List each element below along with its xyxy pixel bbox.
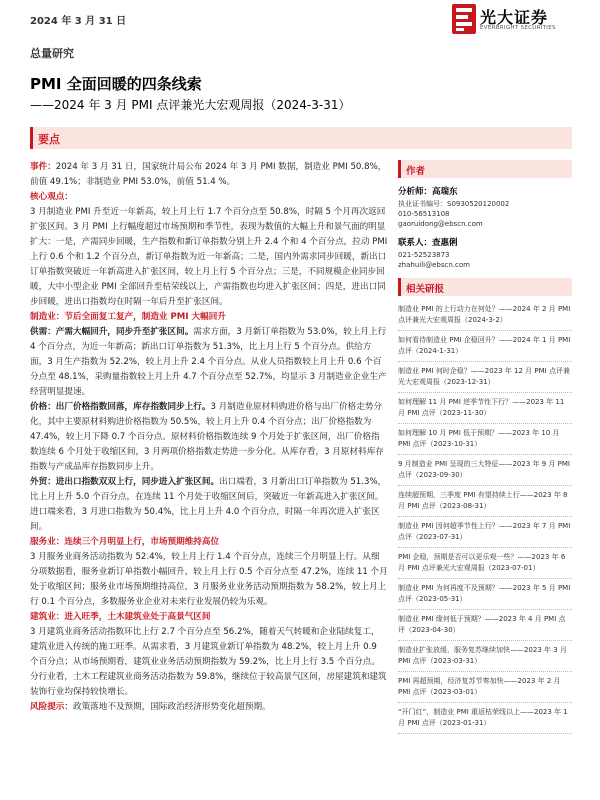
risk-label: 风险提示： — [30, 702, 73, 712]
research-item[interactable]: 制造业 PMI 缘何低于预期？——2023 年 4 月 PMI 点评（2023-04-30） — [398, 610, 572, 641]
mfg-heading: 制造业：节后全面复工复产，制造业 PMI 大幅回升 — [30, 312, 226, 322]
core-paragraph: 3 月制造业 PMI 升至近一年新高，较上月上行 1.7 个百分点至 50.8%，时隔 5 个月再次返回扩张区间。3 月 PMI 上行幅度超过市场预期和季节性，表现为数值的大幅上升和景气面的明显扩大：一是，产需同步回暖，生产指数和新订单指数分别上升 2.4 个和 4 个百分点，拉动 PMI 上行 0.6 个和 1.2 个百分点，新订单指数为近一年新高；二是，国内外需求同步回暖，新出口订单指数突破近一年新高进入扩张区间，较上月上行 5 个百分点；三是，不同规模企业同步回暖，大中小型企业 PMI 全部回升至枯荣线以上，产需指数也均进入扩张区间；四是，进出口同步回暖，进出口指数均在时隔一年后升至扩张区间。 — [30, 207, 388, 307]
report-title: PMI 全面回暖的四条线索 — [30, 75, 202, 93]
contact-email[interactable]: zhahuili@ebscn.com — [398, 261, 470, 269]
research-item[interactable]: “开门红”，制造业 PMI 重返枯荣线以上——2023 年 1 月 PMI 点评（2023-01-31） — [398, 703, 572, 734]
price-label: 价格：出厂价格指数回落，库存指数同步上行。 — [30, 402, 211, 412]
research-item[interactable]: 如何看待制造业 PMI 企稳回升？——2024 年 1 月 PMI 点评（2024-1-31） — [398, 331, 572, 362]
authors-heading: 作者 — [406, 166, 426, 177]
event-label: 事件： — [30, 162, 56, 172]
research-list — [398, 300, 572, 734]
price-text: 3 月制造业原材料购进价格与出厂价格走势分化，其中主要原材料购进价格指数为 50.5%，较上月上升 0.4 个百分点；出厂价格指数为 47.4%，较上月下降 0.7 个百分点。原材料价格指数连续 9 个月处于扩张区间，出厂价格指数连续 6 个月处于收缩区间，3 月两项价格指数走势进一步分化。从库存看，3 月原材料库存指数与产成品库存指数同步上升。 — [30, 402, 384, 472]
supply-label: 供需：产需大幅回升，同步升至扩张区间。 — [30, 327, 194, 337]
key-points-header — [30, 127, 572, 149]
brand-name-en: EVERBRIGHT SECURITIES — [480, 25, 556, 31]
contact-phone: 021-52523873 — [398, 251, 450, 259]
sidebar — [398, 160, 572, 800]
research-item[interactable]: PMI 再超预期，经济复苏节奏加快——2023 年 2 月 PMI 点评（2023-03-01） — [398, 672, 572, 703]
authors-accent — [398, 160, 401, 178]
services-paragraph: 3 月服务业商务活动指数为 52.4%，较上月上行 1.4 个百分点，连续三个月明显上行。从细分项数据看，服务业新订单指数小幅回升，较上月上行 0.5 个百分点至 47.2%，连续 11 个月处于收缩区间；服务业市场预期维持高位，3 月服务业业务活动预期指数为 58.2%，较上月上行 0.1 个百分点，多数服务业企业对未来行业发展仍较为乐观。 — [30, 552, 388, 607]
analyst-license: 执业证书编号：S0930520120002 — [398, 200, 510, 208]
key-points-heading: 要点 — [38, 133, 60, 146]
research-heading: 相关研报 — [406, 284, 445, 295]
services-heading: 服务业：连续三个月明显上行，市场预期维持高位 — [30, 537, 220, 547]
research-item[interactable]: 制造业 PMI 因何超季节性上行？——2023 年 7 月 PMI 点评（2023-07-31） — [398, 517, 572, 548]
risk-text: 政策落地不及预期，国际政治经济形势变化超预期。 — [72, 702, 271, 712]
research-item[interactable]: 制造业 PMI 为何再度不及预期？——2023 年 5 月 PMI 点评（2023-05-31） — [398, 579, 572, 610]
event-text: 2024 年 3 月 31 日，国家统计局公布 2024 年 3 月 PMI 数据，制造业 PMI 50.8%，前值 49.1%；非制造业 PMI 53.0%，前值 51.4 %。 — [30, 162, 387, 187]
event-paragraph — [30, 160, 388, 190]
analyst-name: 分析师：高瑞东 — [398, 187, 458, 197]
risk-paragraph — [30, 700, 388, 715]
header-accent — [30, 127, 33, 149]
everbright-logo-icon — [452, 4, 476, 34]
research-item[interactable]: 9 月制造业 PMI 呈现的三大特征——2023 年 9 月 PMI 点评（2023-09-30） — [398, 455, 572, 486]
research-item[interactable]: 连续超预期，三季度 PMI 有望持续上行——2023 年 8 月 PMI 点评（2023-08-31） — [398, 486, 572, 517]
research-item[interactable]: 如何理解 11 月 PMI 逆季节性下行？——2023 年 11 月 PMI 点评（2023-11-30） — [398, 393, 572, 424]
author-card — [398, 186, 572, 270]
brand-logo — [452, 4, 572, 38]
research-accent — [398, 278, 401, 296]
trade-paragraph — [30, 475, 388, 535]
supply-text: 需求方面，3 月新订单指数为 53.0%，较上月上行 4 个百分点，为近一年新高；新出口订单指数为 51.3%，比上月上行 5 个百分点。供给方面，3 月生产指数为 52.2%，较上月上升 2.4 个百分点。从业人员指数较上月上升 0.6 个百分点至 48.1%，采购量指数较上月上升 4.7 个百分点至 52.7%，均显示 3 月制造业企业生产经营明显提速。 — [30, 327, 387, 397]
trade-text: 出口端看，3 月新出口订单指数为 51.3%，比上月上升 5.0 个百分点，在连续 11 个月处于收缩区间后，突破近一年新高进入扩张区间。进口端来看，3 月进口指数为 50.4%，比上月上升 4.0 个百分点，时隔一年再次进入扩张区间。 — [30, 477, 387, 532]
research-header — [398, 278, 572, 296]
supply-paragraph — [30, 325, 388, 400]
research-item[interactable]: 如何理解 10 月 PMI 低于预期？——2023 年 10 月 PMI 点评（2023-10-31） — [398, 424, 572, 455]
main-content — [30, 160, 388, 800]
analyst-phone: 010-56513108 — [398, 210, 450, 218]
authors-header — [398, 160, 572, 178]
core-label: 核心观点： — [30, 192, 73, 202]
report-subtitle: ——2024 年 3 月 PMI 点评兼光大宏观周报（2024-3-31） — [30, 98, 351, 112]
research-item[interactable]: 制造业 PMI 何时企稳？——2023 年 12 月 PMI 点评兼光大宏观周报（2023-12-31） — [398, 362, 572, 393]
construction-heading: 建筑业：进入旺季，土木建筑业处于高景气区间 — [30, 612, 211, 622]
brand-name: 光大证券 — [480, 8, 549, 27]
report-date: 2024 年 3 月 31 日 — [30, 16, 127, 27]
construction-paragraph: 3 月建筑业商务活动指数环比上行 2.7 个百分点至 56.2%，随着天气转暖和企业陆续复工，建筑业进入传统的施工旺季。从需求看，3 月建筑业新订单指数为 48.2%，较上月上升 0.9 个百分点；从市场预期看，建筑业业务活动预期指数为 59.2%，比上月上行 3.5 个百分点。分行业看，土木工程建筑业商务活动指数为 59.8%，继续位于较高景气区间，房屋建筑和建筑装饰行业均保持较快增长。 — [30, 627, 387, 697]
research-item[interactable]: 制造业扩张放缓，服务复苏继续加快——2023 年 3 月 PMI 点评（2023-03-31） — [398, 641, 572, 672]
contact-name: 联系人：查惠俐 — [398, 238, 458, 248]
author-analyst — [398, 186, 572, 229]
author-contact — [398, 237, 572, 270]
research-item[interactable]: PMI 企稳，预期是否可以更乐观一些？——2023 年 6 月 PMI 点评兼光大宏观周报（2023-07-01） — [398, 548, 572, 579]
report-category: 总量研究 — [30, 47, 74, 60]
price-paragraph — [30, 400, 388, 475]
analyst-email[interactable]: gaoruidong@ebscn.com — [398, 220, 483, 228]
trade-label: 外贸：进出口指数双双上行，同步进入扩张区间。 — [30, 477, 220, 487]
research-item[interactable]: 制造业 PMI 的上行动力在何处？——2024 年 2 月 PMI 点评兼光大宏观周报（2024-3-2） — [398, 300, 572, 331]
